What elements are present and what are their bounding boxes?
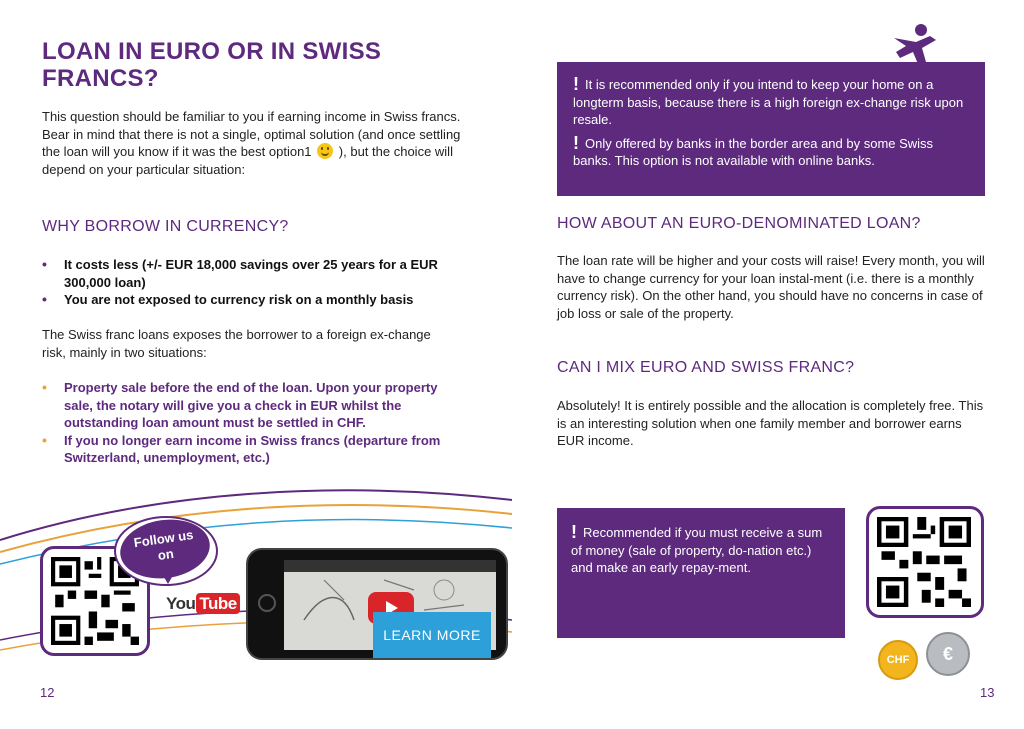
note-item: ! Recommended if you must receive a sum of money (sale of property, do-nation etc.) and make an early repay-ment. bbox=[571, 522, 823, 575]
intro-paragraph bbox=[42, 108, 472, 178]
euro-loan-paragraph: The loan rate will be higher and your costs will raise! Every month, you will have to change currency for your loan instal-ment (i.e. there is a monthly currency risk). On the other hand, you should have no concerns in case of job loss or sale of the property. bbox=[557, 253, 985, 321]
section-title-why-currency: WHY BORROW IN CURRENCY? bbox=[42, 218, 289, 235]
page-title: LOAN IN EURO OR IN SWISS FRANCS? bbox=[42, 38, 382, 92]
qr-code-right[interactable] bbox=[866, 506, 984, 618]
risk-paragraph: The Swiss franc loans exposes the borrower to a foreign ex-change risk, mainly in two situations: bbox=[42, 327, 431, 360]
section-title-euro-loan: HOW ABOUT AN EURO-DENOMINATED LOAN? bbox=[557, 215, 921, 232]
exclamation-icon: ! bbox=[573, 74, 579, 94]
list-item: • It costs less (+/- EUR 18,000 savings over 25 years for a EUR 300,000 loan) bbox=[42, 256, 462, 291]
youtube-tube-text: Tube bbox=[196, 593, 239, 614]
note-box-bottom bbox=[557, 508, 845, 638]
coin-eur-mascot bbox=[926, 632, 970, 676]
follow-us-on-text: on bbox=[156, 545, 175, 563]
youtube-logo[interactable] bbox=[166, 594, 240, 614]
mix-paragraph: Absolutely! It is entirely possible and the allocation is completely free. This is an interesting solution when one family member and borrower earns EUR income. bbox=[557, 398, 984, 448]
coin-eur-label: € bbox=[942, 643, 953, 664]
risk-situations-list bbox=[42, 379, 462, 467]
exclamation-icon: ! bbox=[573, 132, 579, 153]
qr-code-icon bbox=[877, 517, 971, 607]
coin-chf-label: CHF bbox=[886, 654, 910, 666]
intro-text-1: This question should be familiar to you if earning income in Swiss francs. Bear in mind that there is not a single, optimal solution (and once settling the loan will you know if it was the best option1 bbox=[42, 109, 461, 159]
brand-figure-logo-icon bbox=[886, 22, 942, 66]
list-item: • If you no longer earn income in Swiss francs (departure from Switzerland, unemployment, etc.) bbox=[42, 432, 462, 467]
list-item: • You are not exposed to currency risk on a monthly basis bbox=[42, 291, 462, 309]
note-box-top bbox=[557, 62, 985, 196]
section-title-mix: CAN I MIX EURO AND SWISS FRANC? bbox=[557, 359, 855, 376]
note-item: ! Only offered by banks in the border area and by some Swiss banks. This option is not available with online banks. bbox=[573, 132, 934, 168]
smiley-icon bbox=[317, 143, 333, 159]
follow-us-text: Follow us bbox=[132, 527, 195, 551]
bubble-tail bbox=[160, 570, 176, 584]
why-currency-list bbox=[42, 256, 462, 309]
learn-more-button[interactable]: LEARN MORE bbox=[373, 612, 491, 658]
phone-home-button bbox=[258, 594, 276, 612]
youtube-you-text: You bbox=[166, 594, 196, 613]
exclamation-icon: ! bbox=[571, 522, 577, 542]
list-item: • Property sale before the end of the loan. Upon your property sale, the notary will give you a check in EUR whilst the outstanding loan amount must be settled in CHF. bbox=[42, 379, 462, 432]
note-item: ! It is recommended only if you intend to keep your home on a longterm basis, because there is a high foreign ex-change risk upon resale. bbox=[573, 74, 964, 127]
coin-chf-mascot bbox=[878, 640, 918, 680]
right-page bbox=[512, 0, 1024, 729]
intro-text-2: ), but the choice will depend on your particular situation: bbox=[42, 144, 453, 177]
page-number-left: 12 bbox=[40, 685, 55, 700]
page-number-right: 13 bbox=[980, 685, 995, 700]
